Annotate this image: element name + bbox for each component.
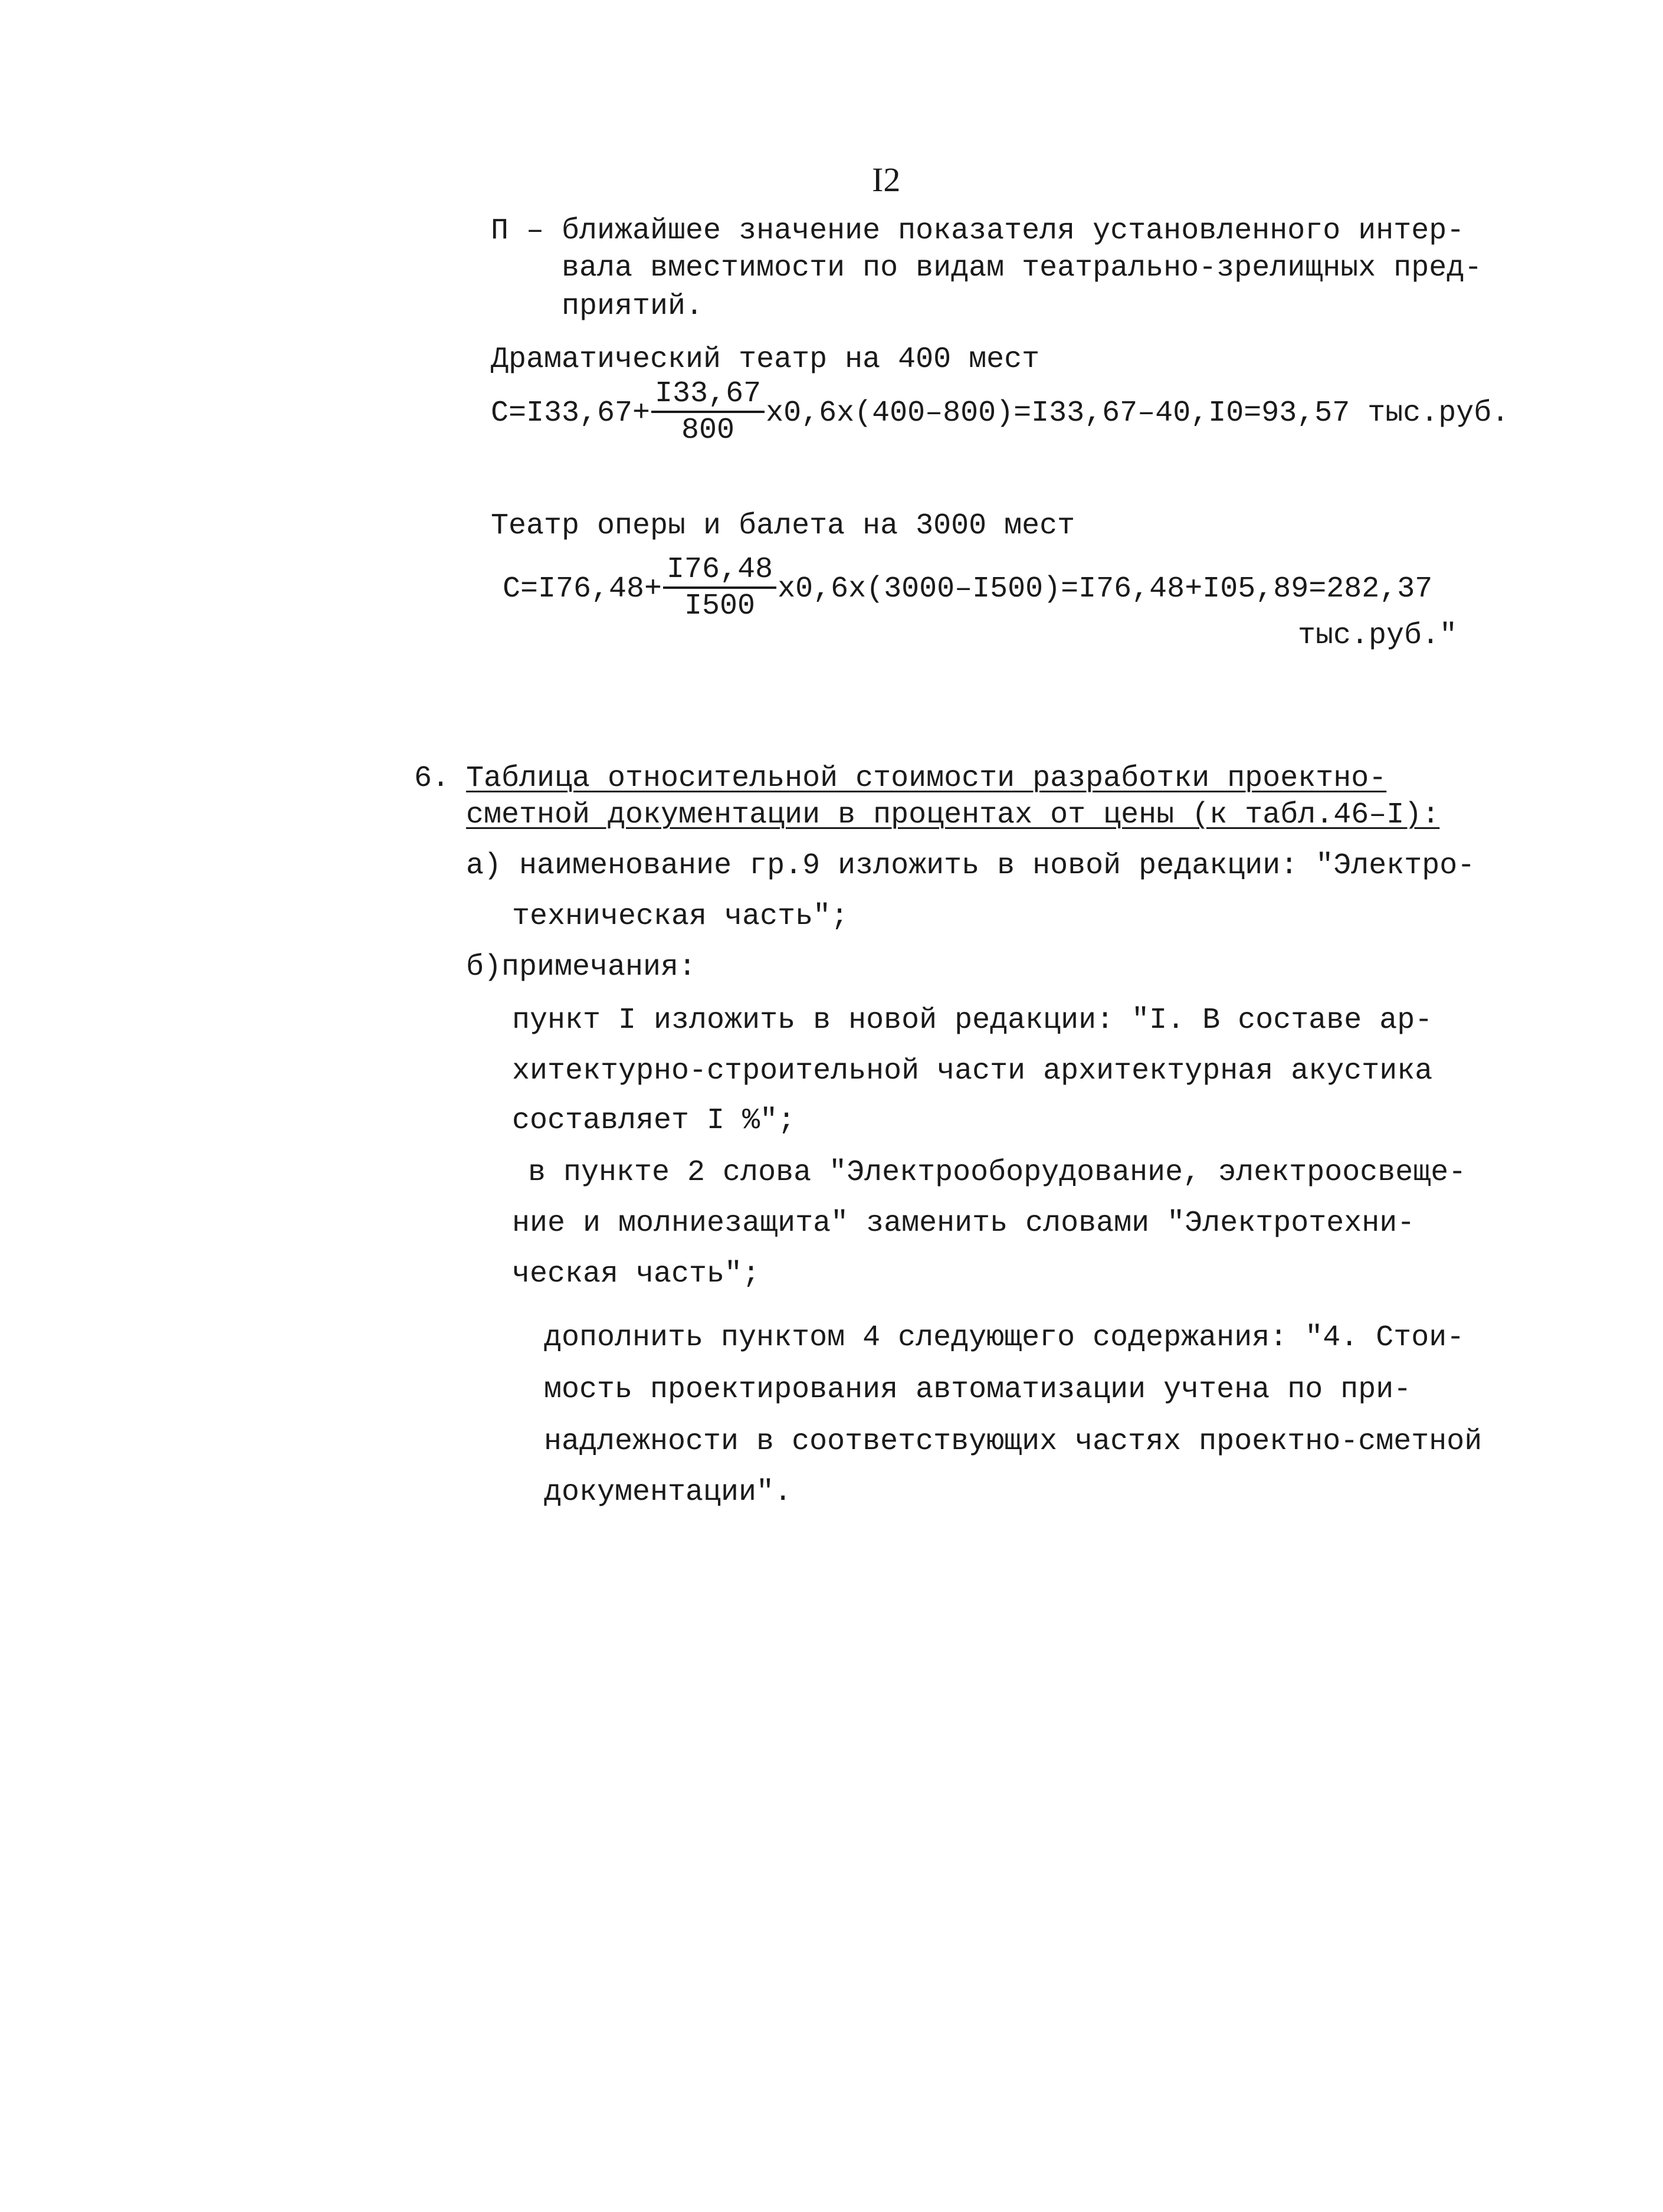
example1-fraction-denominator: 800 <box>681 414 735 447</box>
note-point2-line-3: ческая часть"; <box>512 1257 760 1291</box>
example2-fraction-numerator: I76,48 <box>663 555 776 589</box>
item6-title-line-2: сметной документации в процентах от цены (к табл.46–I): <box>466 798 1440 832</box>
item6-sub-b-label: б)примечания: <box>466 951 697 984</box>
example1-heading: Драматический театр на 400 мест <box>491 343 1040 376</box>
note-point3-line-4: документации". <box>544 1476 792 1509</box>
example1-fraction-numerator: I33,67 <box>651 379 765 413</box>
note-point1-line-3: составляет I %"; <box>512 1104 796 1138</box>
note-point2-line-2: ние и молниезащита" заменить словами "Электротехни- <box>512 1207 1415 1240</box>
example2-formula-prefix: С=I76,48+ <box>503 572 662 607</box>
example1-fraction <box>651 379 765 447</box>
item6-marker: 6. <box>414 762 450 795</box>
example1-formula-suffix: х0,6х(400–800)=I33,67–40,I0=93,57 тыс.руб. <box>766 396 1510 431</box>
note-point3-line-1: дополнить пунктом 4 следующего содержания: "4. Стои- <box>544 1321 1465 1355</box>
example2-fraction-denominator: I500 <box>684 589 756 623</box>
example2-unit: тыс.руб." <box>1298 619 1458 653</box>
note-point3-line-2: мость проектирования автоматизации учтена по при- <box>544 1373 1412 1407</box>
definition-line-2: вала вместимости по видам театрально-зрелищных пред- <box>562 251 1482 285</box>
example2-formula-suffix: х0,6х(3000–I500)=I76,48+I05,89=282,37 <box>778 572 1433 607</box>
example2-heading: Театр оперы и балета на 3000 мест <box>491 509 1075 543</box>
page-number: I2 <box>872 160 901 199</box>
note-point1-line-1: пункт I изложить в новой редакции: "I. В составе ар- <box>512 1004 1433 1037</box>
item6-sub-a-line-2: техническая часть"; <box>512 900 849 933</box>
item6-title-line-1: Таблица относительной стоимости разработки проектно- <box>466 762 1387 795</box>
definition-line-3: приятий. <box>562 290 704 323</box>
note-point2-line-1: в пункте 2 слова "Электрооборудование, электроосвеще- <box>528 1156 1467 1189</box>
item6-sub-a-line-1: а) наименование гр.9 изложить в новой редакции: "Электро- <box>466 849 1475 883</box>
note-point3-line-3: надлежности в соответствующих частях проектно-сметной <box>544 1425 1482 1459</box>
example2-fraction <box>663 555 776 623</box>
note-point1-line-2: хитектурно-строительной части архитектурная акустика <box>512 1054 1433 1088</box>
example1-formula <box>491 379 1509 447</box>
definition-line-1: П – ближайшее значение показателя установленного интер- <box>491 214 1465 248</box>
example2-formula <box>503 555 1432 623</box>
example1-formula-prefix: С=I33,67+ <box>491 396 651 431</box>
